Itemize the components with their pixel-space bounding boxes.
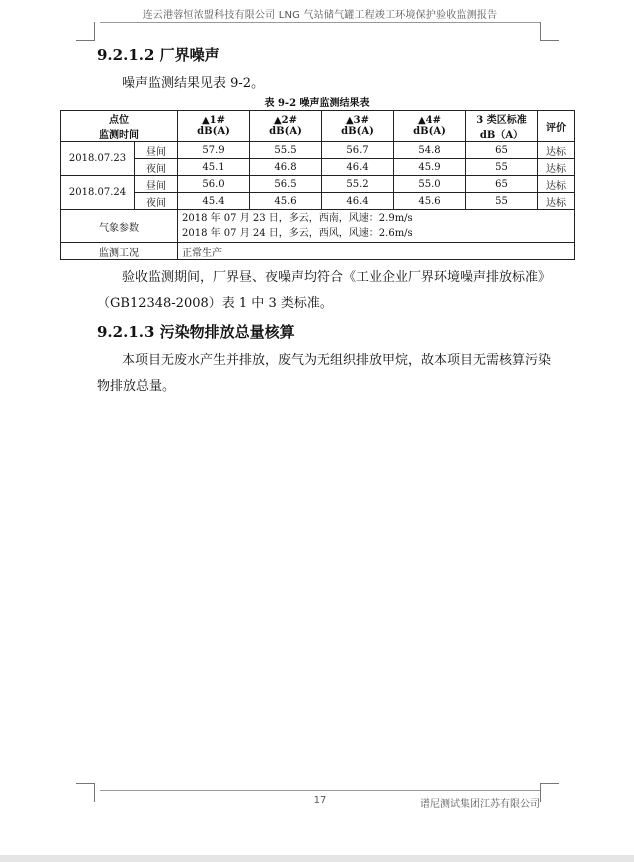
value-cell: 55.2	[322, 176, 394, 193]
table-row	[61, 142, 575, 159]
point-unit: dB(A)	[413, 126, 446, 137]
footer-organization: 谱尼测试集团江苏有限公司	[420, 799, 540, 810]
header-point-2	[250, 111, 322, 142]
total-paragraph-line-1: 本项目无废水产生并排放，废气为无组织排放甲烷，故本项目无需核算污染	[122, 353, 552, 368]
value-cell: 46.8	[250, 159, 322, 176]
crop-mark-bottom-right	[540, 783, 559, 802]
value-cell: 56.5	[250, 176, 322, 193]
value-cell: 46.4	[322, 193, 394, 210]
header-point-label: 点位	[109, 115, 129, 126]
header-time-label: 监测时间	[99, 130, 139, 141]
conclusion-line-2: （GB12348-2008）表 1 中 3 类标准。	[97, 296, 333, 311]
header-point-time	[61, 111, 178, 142]
condition-value-cell: 正常生产	[178, 243, 575, 260]
section-number: 9.2.1.3	[97, 323, 155, 341]
weather-line: 2018 年 07 月 23 日，多云，西南，风速：2.9m/s	[182, 213, 413, 224]
value-cell: 55.5	[250, 142, 322, 159]
date-cell: 2018.07.24	[61, 176, 135, 210]
period-cell: 夜间	[135, 193, 178, 210]
evaluation-cell: 达标	[538, 176, 575, 193]
value-cell: 45.4	[178, 193, 250, 210]
weather-line: 2018 年 07 月 24 日，多云，西风，风速：2.6m/s	[182, 228, 413, 239]
period-cell: 昼间	[135, 142, 178, 159]
point-unit: dB(A)	[197, 126, 230, 137]
header-evaluation: 评价	[538, 111, 575, 142]
value-cell: 45.6	[250, 193, 322, 210]
intro-paragraph: 噪声监测结果见表 9-2。	[122, 76, 265, 91]
standard-name: 3 类区标准	[476, 115, 527, 126]
header-point-4	[394, 111, 466, 142]
point-name: ▲3#	[345, 115, 370, 126]
page-header: 连云港蓉恒浓盟科技有限公司 LNG 气站储气罐工程竣工环境保护验收监测报告	[142, 10, 498, 21]
header-point-3	[322, 111, 394, 142]
standard-cell: 65	[466, 142, 538, 159]
section-title: 污染物排放总量核算	[159, 323, 295, 341]
period-cell: 昼间	[135, 176, 178, 193]
value-cell: 56.0	[178, 176, 250, 193]
conclusion-line-1: 验收监测期间，厂界昼、夜噪声均符合《工业企业厂界环境噪声排放标准》	[122, 270, 552, 285]
point-name: ▲2#	[273, 115, 298, 126]
crop-mark-top-left	[76, 22, 95, 41]
evaluation-cell: 达标	[538, 193, 575, 210]
value-cell: 45.6	[394, 193, 466, 210]
point-unit: dB(A)	[269, 126, 302, 137]
crop-mark-bottom-left	[76, 783, 95, 802]
value-cell: 55.0	[394, 176, 466, 193]
table-caption: 表 9-2 噪声监测结果表	[264, 98, 370, 109]
table-row	[61, 193, 575, 210]
standard-cell: 55	[466, 193, 538, 210]
evaluation-cell: 达标	[538, 159, 575, 176]
table-row	[61, 176, 575, 193]
value-cell: 46.4	[322, 159, 394, 176]
point-name: ▲4#	[417, 115, 442, 126]
footer-divider	[100, 790, 540, 791]
weather-label-cell: 气象参数	[61, 210, 178, 243]
header-point-1	[178, 111, 250, 142]
section-heading-total	[97, 321, 295, 342]
point-name: ▲1#	[201, 115, 226, 126]
point-unit: dB(A)	[341, 126, 374, 137]
standard-unit: dB（A）	[479, 130, 524, 141]
condition-label-cell: 监测工况	[61, 243, 178, 260]
value-cell: 54.8	[394, 142, 466, 159]
date-cell: 2018.07.23	[61, 142, 135, 176]
period-cell: 夜间	[135, 159, 178, 176]
header-standard	[466, 111, 538, 142]
value-cell: 45.9	[394, 159, 466, 176]
value-cell: 57.9	[178, 142, 250, 159]
standard-cell: 55	[466, 159, 538, 176]
weather-value-cell	[178, 210, 575, 243]
evaluation-cell: 达标	[538, 142, 575, 159]
value-cell: 45.1	[178, 159, 250, 176]
section-heading-noise	[97, 44, 220, 65]
noise-results-table	[60, 110, 575, 260]
total-paragraph-line-2: 物排放总量。	[97, 379, 176, 394]
standard-cell: 65	[466, 176, 538, 193]
table-row	[61, 159, 575, 176]
section-title: 厂界噪声	[159, 46, 220, 64]
crop-mark-top-right	[540, 22, 559, 41]
section-number: 9.2.1.2	[97, 46, 155, 64]
value-cell: 56.7	[322, 142, 394, 159]
viewer-bottom-edge	[0, 855, 634, 862]
page-number: 17	[313, 795, 327, 806]
header-divider	[100, 22, 540, 23]
